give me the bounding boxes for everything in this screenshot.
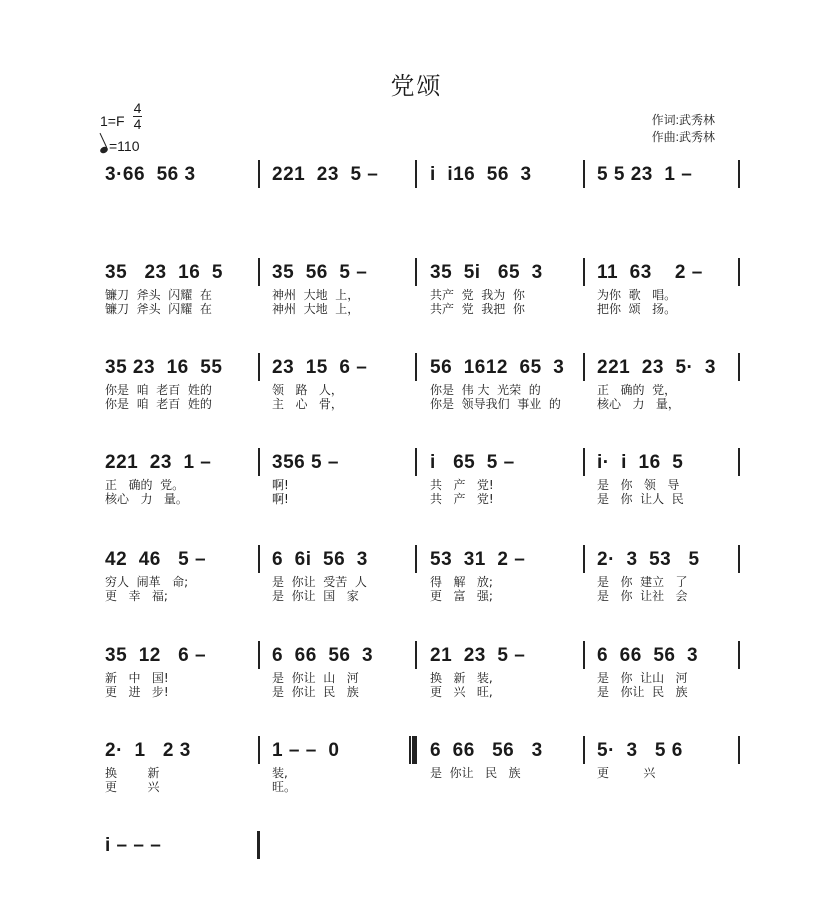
barline [258,545,260,573]
lyric-verse-2: 是 你 让社 会 [597,589,688,603]
measure-notes: 5· 3 5 6 [597,740,683,761]
lyric-verse-2: 更 进 步! [105,685,169,699]
measure-notes: 35 23 16 55 [105,357,223,378]
lyric-verse-2: 神州 大地 上， [272,302,360,316]
barline [738,448,740,476]
lyric-verse-1: 穷人 闹革 命; [105,575,189,589]
lyric-verse-1: 是 你 领 导 [597,478,680,492]
barline [738,258,740,286]
measure-notes: 221 23 1 – [105,452,212,473]
barline [738,641,740,669]
lyric-verse-2: 共 产 党! [430,492,494,506]
time-signature-top: 4 [133,100,142,116]
lyric-verse-2: 啊! [272,492,289,506]
lyric-verse-2: 更 兴 [105,780,160,794]
lyric-verse-2: 镰刀 斧头 闪耀 在 [105,302,212,316]
lyric-verse-1: 换 新 装, [430,671,493,685]
measure-notes: 11 63 2 – [597,262,703,283]
measure-notes: i 65 5 – [430,452,515,473]
barline [583,160,585,188]
barline [583,641,585,669]
barline [583,353,585,381]
barline [415,160,417,188]
quarter-note-icon [99,146,109,155]
measure-notes: i – – – [105,835,162,856]
tempo-marking [100,138,140,154]
barline [415,641,417,669]
barline [258,448,260,476]
barline [415,736,417,764]
measure-notes: 221 23 5 – [272,164,379,185]
lyric-verse-1: 你是 咱 老百 姓的 [105,383,212,397]
lyric-verse-2: 共产 党 我把 你 [430,302,525,316]
barline [415,353,417,381]
final-barline [257,831,260,859]
time-signature-bottom: 4 [133,116,142,132]
measure-notes: 35 5i 65 3 [430,262,543,283]
measure-notes: 6 6i 56 3 [272,549,368,570]
measure-notes: 6 66 56 3 [597,645,699,666]
measure-notes: 53 31 2 – [430,549,526,570]
lyric-verse-1: 是 你让 山 河 [272,671,359,685]
measure-notes: 6 66 56 3 [430,740,543,761]
lyric-verse-1: 你是 伟 大 光荣 的 [430,383,541,397]
lyric-verse-1: 更 兴 [597,766,656,780]
measure-notes: 35 12 6 – [105,645,207,666]
measure-notes: i i16 56 3 [430,164,532,185]
lyric-verse-1: 为你 歌 唱。 [597,288,677,302]
lyric-verse-2: 你是 咱 老百 姓的 [105,397,212,411]
measure-notes: 3·66 56 3 [105,164,196,185]
barline [738,353,740,381]
lyric-verse-1: 换 新 [105,766,160,780]
lyric-verse-2: 核心 力 量。 [105,492,188,506]
barline [258,736,260,764]
measure-notes: 1 – – 0 [272,740,340,761]
time-signature [133,101,142,132]
measure-notes: 21 23 5 – [430,645,526,666]
lyric-verse-1: 新 中 国! [105,671,169,685]
tempo-value: =110 [109,138,140,154]
lyric-verse-1: 啊! [272,478,289,492]
lyric-verse-2: 你是 领导我们 事业 的 [430,397,561,411]
measure-notes: 2· 1 2 3 [105,740,191,761]
barline [583,258,585,286]
measure-notes: 221 23 5· 3 [597,357,716,378]
lyric-verse-2: 是 你让 民 族 [272,685,359,699]
credits [652,112,715,146]
composer: 作曲:武秀林 [651,130,715,144]
lyric-verse-2: 核心 力 量， [597,397,680,411]
barline [415,258,417,286]
measure-notes: 42 46 5 – [105,549,207,570]
lyric-verse-1: 共产 党 我为 你 [430,288,525,302]
lyric-verse-2: 是 你让 民 族 [597,685,688,699]
measure-notes: 56 1612 65 3 [430,357,565,378]
measure-notes: 35 23 16 5 [105,262,223,283]
lyricist: 作词:武秀林 [651,113,715,127]
lyric-verse-1: 神州 大地 上， [272,288,360,302]
barline [258,353,260,381]
barline [415,545,417,573]
lyric-verse-2: 更 兴 旺, [430,685,493,699]
barline [738,160,740,188]
key-signature: 1=F [100,113,125,129]
barline [258,160,260,188]
lyric-verse-1: 正 确的 党。 [105,478,185,492]
barline [415,448,417,476]
barline [738,736,740,764]
page-title: 党颂 [390,72,443,100]
measure-notes: i· i 16 5 [597,452,684,473]
barline [583,736,585,764]
lyric-verse-1: 是 你让 受苦 人 [272,575,367,589]
barline [258,641,260,669]
lyric-verse-1: 装, [272,766,288,780]
lyric-verse-1: 镰刀 斧头 闪耀 在 [105,288,212,302]
lyric-verse-2: 更 幸 福; [105,589,168,603]
lyric-verse-2: 主 心 骨， [272,397,343,411]
measure-notes: 356 5 – [272,452,339,473]
lyric-verse-1: 得 解 放; [430,575,493,589]
lyric-verse-1: 正 确的 党， [597,383,677,397]
barline [258,258,260,286]
lyric-verse-2: 旺。 [272,780,297,794]
measure-notes: 35 56 5 – [272,262,368,283]
lyric-verse-1: 领 路 人， [272,383,343,397]
lyric-verse-2: 是 你让 国 家 [272,589,359,603]
measure-notes: 5 5 23 1 – [597,164,693,185]
barline [583,545,585,573]
measure-notes: 2· 3 53 5 [597,549,700,570]
lyric-verse-2: 更 富 强; [430,589,493,603]
lyric-verse-1: 共 产 党! [430,478,494,492]
lyric-verse-1: 是 你 建立 了 [597,575,688,589]
lyric-verse-2: 是 你 让人 民 [597,492,684,506]
barline [583,448,585,476]
measure-notes: 6 66 56 3 [272,645,374,666]
lyric-verse-1: 是 你 让山 河 [597,671,688,685]
lyric-verse-2: 把你 颂 扬。 [597,302,677,316]
measure-notes: 23 15 6 – [272,357,368,378]
barline [738,545,740,573]
lyric-verse-1: 是 你让 民 族 [430,766,521,780]
